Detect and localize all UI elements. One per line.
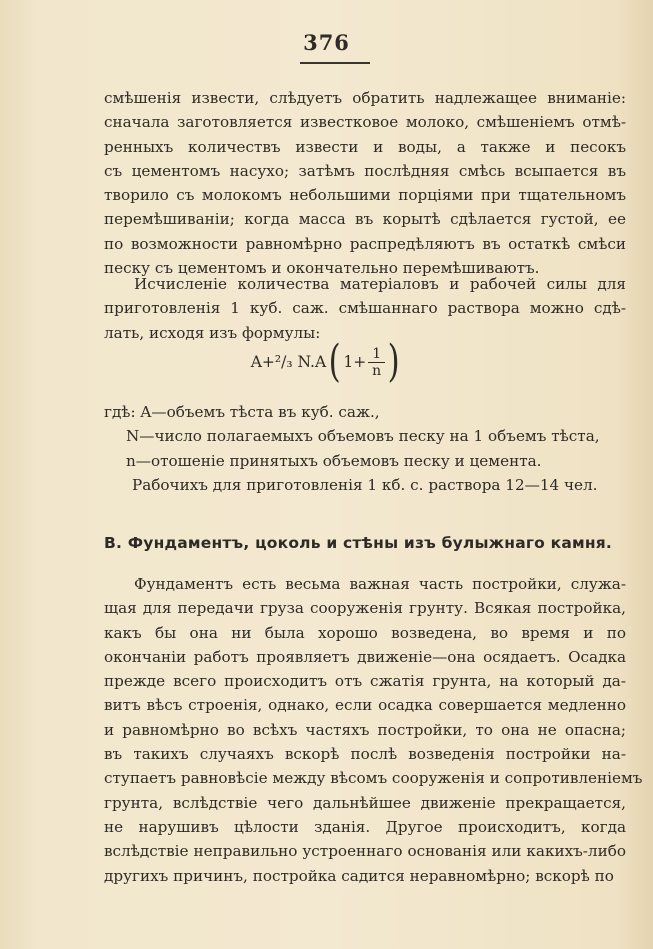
text-line: не нарушивъ цѣлости зданія. Другое происходитъ, когда: [104, 817, 626, 836]
text-line: ренныхъ количествъ извести и воды, а также и песокъ: [104, 137, 626, 156]
text-line: приготовленія 1 куб. саж. смѣшаннаго раствора можно сдѣ-: [104, 299, 626, 318]
text-line: и равномѣрно во всѣхъ частяхъ постройки, то она не опасна;: [104, 720, 626, 739]
text-line: песку съ цементомъ и окончательно перемѣшиваютъ.: [104, 259, 540, 278]
paragraph-foundation: [104, 572, 643, 888]
left-paren: (: [328, 336, 341, 387]
definition-n-upper: N—число полагаемыхъ объемовъ песку на 1 объемъ тѣста,: [126, 427, 600, 446]
text-line: сначала заготовляется известковое молоко, смѣшеніемъ отмѣ-: [104, 113, 626, 132]
section-heading: B. Фундаментъ, цоколь и стѣны изъ булыжнаго камня.: [104, 534, 613, 552]
workers-line: Рабочихъ для приготовленія 1 кб. с. раствора 12—14 чел.: [132, 475, 598, 494]
text-line: смѣшенія извести, слѣдуетъ обратить надлежащее вниманіе:: [104, 89, 626, 107]
text-line: перемѣшиваніи; когда масса въ корытѣ сдѣлается густой, ее: [104, 210, 626, 229]
text-line: какъ бы она ни была хорошо возведена, во время и по: [104, 623, 626, 642]
text-line: витъ вѣсъ строенія, однако, если осадка совершается медленно: [104, 696, 626, 715]
text-line: Исчисленіе количества матеріаловъ и рабочей силы для: [134, 275, 626, 293]
paragraph-mixing: [104, 86, 626, 280]
text-line: съ цементомъ насухо; затѣмъ послѣдняя смѣсь всыпается въ: [104, 161, 626, 180]
definition-n-lower: n—отошеніе принятыхъ объемовъ песку и цемента.: [126, 451, 542, 470]
text-line: по возможности равномѣрно распредѣляютъ въ остаткѣ смѣси: [104, 234, 626, 253]
formula-left: A+²/₃ N.A: [250, 353, 327, 371]
text-line: лать, исходя изъ формулы:: [104, 323, 321, 342]
right-paren: ): [387, 336, 400, 387]
fraction-denominator: n: [372, 362, 382, 379]
formula-one-plus: 1+: [343, 353, 367, 371]
text-line: вслѣдствіе неправильно устроеннаго основанія или какихъ-либо: [104, 842, 626, 861]
text-line: Фундаментъ есть весьма важная часть постройки, служа-: [134, 575, 626, 593]
fraction-numerator: 1: [368, 346, 385, 363]
formula-fraction: [368, 346, 385, 379]
text-line: другихъ причинъ, постройка садится неравномѣрно; вскорѣ по: [104, 866, 614, 885]
definitions: [104, 400, 632, 497]
formula: [0, 336, 653, 387]
text-line: творило съ молокомъ небольшими порціями при тщательномъ: [104, 186, 626, 205]
text-line: ступаетъ равновѣсіе между вѣсомъ сооруженія и сопротивленіемъ: [104, 769, 643, 788]
text-line: щая для передачи груза сооруженія грунту. Всякая постройка,: [104, 599, 626, 618]
definition-a: гдѣ: A—объемъ тѣста въ куб. саж.,: [104, 403, 380, 421]
text-line: прежде всего происходитъ отъ сжатія грунта, на который да-: [104, 672, 626, 691]
text-line: въ такихъ случаяхъ вскорѣ послѣ возведенія постройки на-: [104, 745, 626, 764]
header-rule: [300, 62, 370, 64]
paragraph-calculation: [104, 272, 626, 345]
text-line: окончаніи работъ проявляетъ движеніе—она осядаетъ. Осадка: [104, 647, 626, 666]
page-number: 376: [303, 30, 350, 55]
text-line: грунта, вслѣдствіе чего дальнѣйшее движеніе прекращается,: [104, 793, 626, 812]
